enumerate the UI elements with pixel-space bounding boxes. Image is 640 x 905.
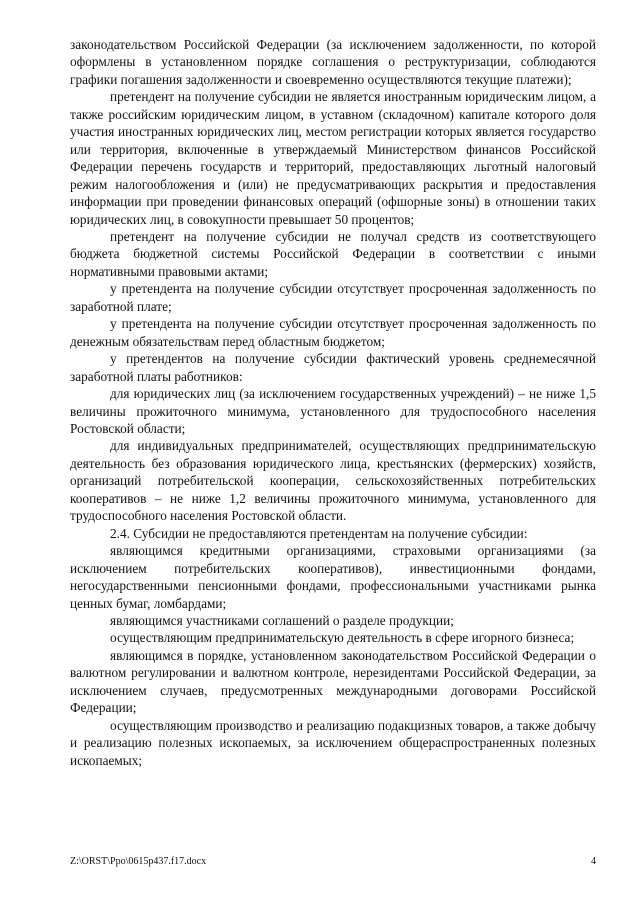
paragraph: для индивидуальных предпринимателей, осуществляющих предпринимательскую деятельность без образования юридического лица, крестьянских (фермерских) хозяйств, организаций потребительской кооперации, сельскохозяйственных потребительских кооперативов – не ниже 1,2 величины прожиточного минимума, установленного для трудоспособного населения Ростовской области.: [70, 438, 596, 524]
paragraph: претендент на получение субсидии не является иностранным юридическим лицом, а также российским юридическим лицом, в уставном (складочном) капитале которого доля участия иностранных юридических лиц, местом регистрации которых является государство или территория, включенные в утверждаемый Министерством финансов Российской Федерации перечень государств и территорий, предоставляющих льготный налоговый режим налогообложения и (или) не предусматривающих раскрытия и предоставления информации при проведении финансовых операций (офшорные зоны) в отношении таких юридических лиц, в совокупности превышает 50 процентов;: [70, 89, 596, 227]
paragraph: являющимся кредитными организациями, страховыми организациями (за исключением потребительских кооперативов), инвестиционными фондами, негосударственными пенсионными фондами, профессиональными участниками рынка ценных бумаг, ломбардами;: [70, 543, 596, 611]
page-number: 4: [591, 856, 596, 867]
paragraph: осуществляющим производство и реализацию подакцизных товаров, а также добычу и реализацию полезных ископаемых, за исключением общераспространенных полезных ископаемых;: [70, 717, 596, 768]
paragraph: для юридических лиц (за исключением государственных учреждений) – не ниже 1,5 величины прожиточного минимума, установленного для трудоспособного населения Ростовской области;: [70, 386, 596, 436]
paragraph: претендент на получение субсидии не получал средств из соответствующего бюджета бюджетной системы Российской Федерации в соответствии с иными нормативными правовыми актами;: [70, 228, 596, 279]
page-footer: [70, 856, 596, 868]
paragraph: являющимся участниками соглашений о разделе продукции;: [110, 612, 454, 628]
paragraph: у претендентов на получение субсидии фактический уровень среднемесячной заработной платы работников:: [70, 351, 596, 384]
paragraph: у претендента на получение субсидии отсутствует просроченная задолженность по денежным обязательствам перед областным бюджетом;: [70, 316, 596, 349]
paragraph: осуществляющим предпринимательскую деятельность в сфере игорного бизнеса;: [110, 630, 575, 646]
paragraph: у претендента на получение субсидии отсутствует просроченная задолженность по заработной плате;: [70, 281, 596, 314]
paragraph: 2.4. Субсидии не предоставляются претендентам на получение субсидии:: [110, 525, 528, 541]
document-body: [70, 36, 596, 769]
paragraph: являющимся в порядке, установленном законодательством Российской Федерации о валютном регулировании и валютном контроле, нерезидентами Российской Федерации, за исключением случаев, предусмотренных международными договорами Российской Федерации;: [70, 647, 596, 716]
file-path: Z:\ORST\Ppo\0615p437.f17.docx: [70, 856, 207, 867]
paragraph: законодательством Российской Федерации (за исключением задолженности, по которой оформлены в установленном порядке соглашения о реструктуризации, соблюдаются графики погашения задолженности и своевременно осуществляются текущие платежи);: [70, 37, 596, 87]
